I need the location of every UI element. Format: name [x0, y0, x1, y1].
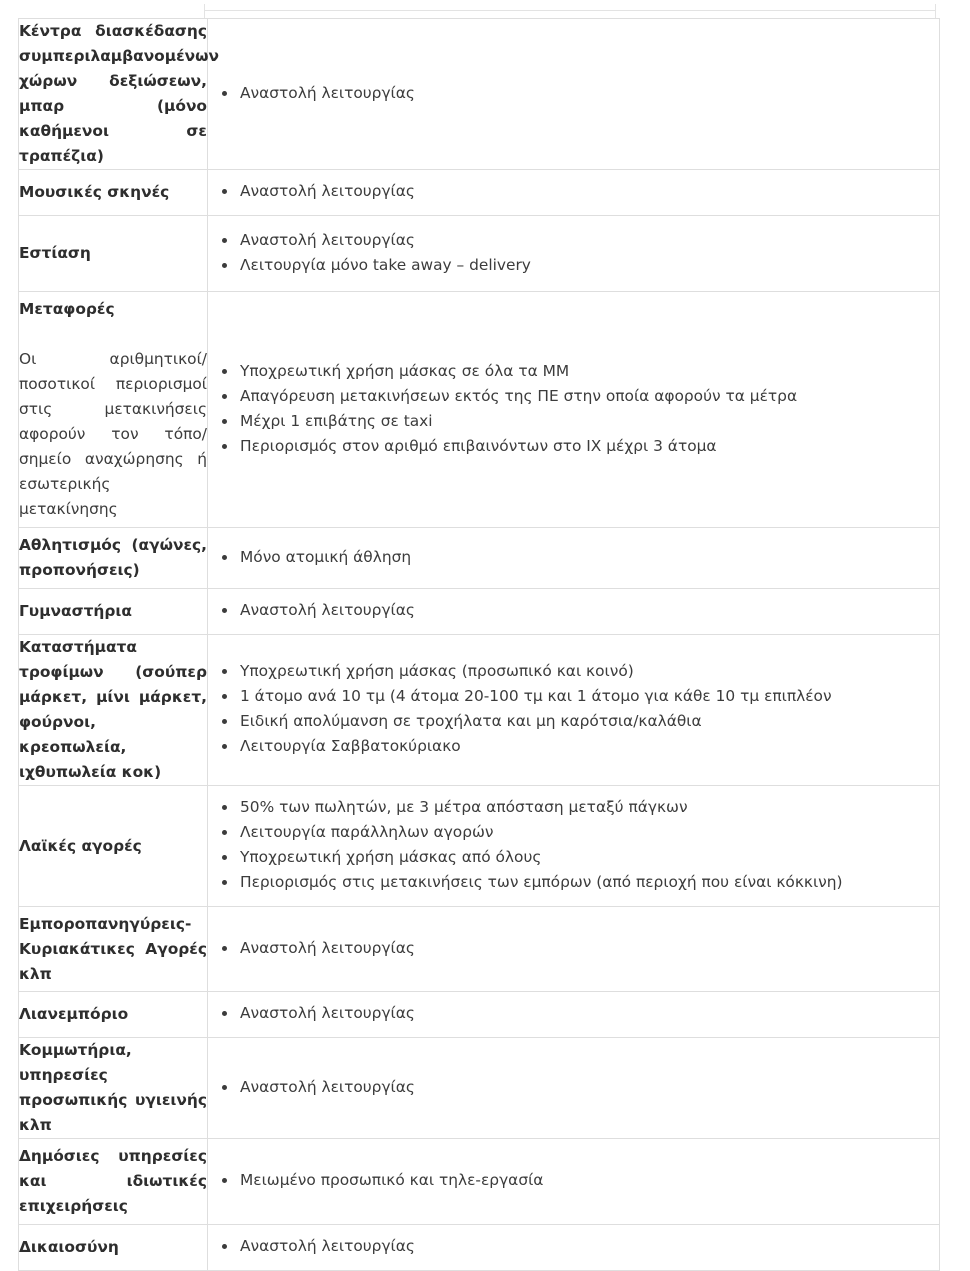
- table-row: [19, 170, 940, 216]
- rule-item: • Λειτουργία παράλληλων αγορών: [238, 820, 939, 845]
- rule-item: • Περιορισμός στον αριθμό επιβαινόντων στο ΙΧ μέχρι 3 άτομα: [238, 434, 939, 459]
- rule-item: • Αναστολή λειτουργίας: [238, 1234, 939, 1259]
- rules-cell: [208, 216, 940, 292]
- rule-item: • Απαγόρευση μετακινήσεων εκτός της ΠΕ στην οποία αφορούν τα μέτρα: [238, 384, 939, 409]
- category-cell: Μουσικές σκηνές: [19, 170, 208, 216]
- rules-list: [208, 1168, 939, 1193]
- rule-item: • Αναστολή λειτουργίας: [238, 179, 939, 204]
- category-cell: Λιανεμπόριο: [19, 992, 208, 1038]
- rules-list: [208, 81, 939, 106]
- table-row: [19, 1038, 940, 1139]
- category-cell: Δημόσιες υπηρεσίες και ιδιωτικές επιχειρήσεις: [19, 1139, 208, 1225]
- rules-cell: [208, 170, 940, 216]
- rules-cell: [208, 786, 940, 907]
- rules-list: [208, 936, 939, 961]
- category-cell: Αθλητισμός (αγώνες, προπονήσεις): [19, 528, 208, 589]
- rules-list: [208, 1001, 939, 1026]
- rule-item: • Αναστολή λειτουργίας: [238, 598, 939, 623]
- rule-item: • Αναστολή λειτουργίας: [238, 1075, 939, 1100]
- rule-item: • Υποχρεωτική χρήση μάσκας (προσωπικό και κοινό): [238, 659, 939, 684]
- rule-item: • 50% των πωλητών, με 3 μέτρα απόσταση μεταξύ πάγκων: [238, 795, 939, 820]
- table-row: [19, 528, 940, 589]
- rule-item: • Αναστολή λειτουργίας: [238, 1001, 939, 1026]
- rule-item: • Αναστολή λειτουργίας: [238, 228, 939, 253]
- rules-list: [208, 545, 939, 570]
- rules-cell: [208, 589, 940, 635]
- category-cell: Κομμωτήρια, υπηρεσίες προσωπικής υγιεινής κλπ: [19, 1038, 208, 1139]
- category-cell: Καταστήματα τροφίμων (σούπερ μάρκετ, μίνι μάρκετ, φούρνοι, κρεοπωλεία, ιχθυπωλεία κοκ): [19, 635, 208, 786]
- rules-list: [208, 1234, 939, 1259]
- category-cell: Δικαιοσύνη: [19, 1225, 208, 1271]
- rule-item: • Μειωμένο προσωπικό και τηλε-εργασία: [238, 1168, 939, 1193]
- table-row: [19, 216, 940, 292]
- category-cell: Κέντρα διασκέδασης συμπεριλαμβανομένων χώρων δεξιώσεων, μπαρ (μόνο καθήμενοι σε τραπέζια): [19, 19, 208, 170]
- category-title: Μεταφορές: [19, 300, 115, 318]
- table-row: [19, 907, 940, 992]
- rules-cell: [208, 635, 940, 786]
- rule-item: • Περιορισμός στις μετακινήσεις των εμπόρων (από περιοχή που είναι κόκκινη): [238, 870, 939, 895]
- rules-cell: [208, 907, 940, 992]
- rules-list: [208, 659, 939, 759]
- rule-item: • Υποχρεωτική χρήση μάσκας σε όλα τα ΜΜ: [238, 359, 939, 384]
- rule-item: • 1 άτομο ανά 10 τμ (4 άτομα 20-100 τμ και 1 άτομο για κάθε 10 τμ επιπλέον: [238, 684, 939, 709]
- rule-item: • Αναστολή λειτουργίας: [238, 936, 939, 961]
- rule-item: • Λειτουργία μόνο take away – delivery: [238, 253, 939, 278]
- rule-item: • Ειδική απολύμανση σε τροχήλατα και μη καρότσια/καλάθια: [238, 709, 939, 734]
- category-cell: Εμποροπανηγύρεις-Κυριακάτικες Αγορές κλπ: [19, 907, 208, 992]
- rules-list: [208, 179, 939, 204]
- table-row: [19, 19, 940, 170]
- table-top-border: [204, 10, 936, 11]
- restrictions-table: [18, 18, 940, 1271]
- rules-cell: [208, 19, 940, 170]
- rule-item: • Λειτουργία Σαββατοκύριακο: [238, 734, 939, 759]
- table-row: [19, 589, 940, 635]
- rules-cell: [208, 1225, 940, 1271]
- rule-item: • Μόνο ατομική άθληση: [238, 545, 939, 570]
- table-row: [19, 992, 940, 1038]
- rule-item: • Αναστολή λειτουργίας: [238, 81, 939, 106]
- table-top-tick-left: [204, 4, 205, 18]
- rules-list: [208, 598, 939, 623]
- table-top-tick-right: [935, 4, 936, 18]
- rules-list: [208, 1075, 939, 1100]
- table-row: [19, 635, 940, 786]
- rules-list: [208, 228, 939, 278]
- rules-cell: [208, 528, 940, 589]
- table-row: [19, 1225, 940, 1271]
- table-row: [19, 1139, 940, 1225]
- category-cell: Γυμναστήρια: [19, 589, 208, 635]
- table-row: [19, 786, 940, 907]
- rules-list: [208, 795, 939, 895]
- rules-cell: [208, 1038, 940, 1139]
- rule-item: • Υποχρεωτική χρήση μάσκας από όλους: [238, 845, 939, 870]
- category-cell: Εστίαση: [19, 216, 208, 292]
- table-row: [19, 292, 940, 528]
- rules-cell: [208, 1139, 940, 1225]
- category-note: Οι αριθμητικοί/ ποσοτικοί περιορισμοί στις μετακινήσεις αφορούν τον τόπο/ σημείο αναχώρησης ή εσωτερικής μετακίνησης: [19, 350, 207, 518]
- rules-cell: [208, 992, 940, 1038]
- rules-cell: [208, 292, 940, 528]
- rule-item: • Μέχρι 1 επιβάτης σε taxi: [238, 409, 939, 434]
- rules-list: [208, 359, 939, 459]
- category-cell: Λαϊκές αγορές: [19, 786, 208, 907]
- category-cell: [19, 292, 208, 528]
